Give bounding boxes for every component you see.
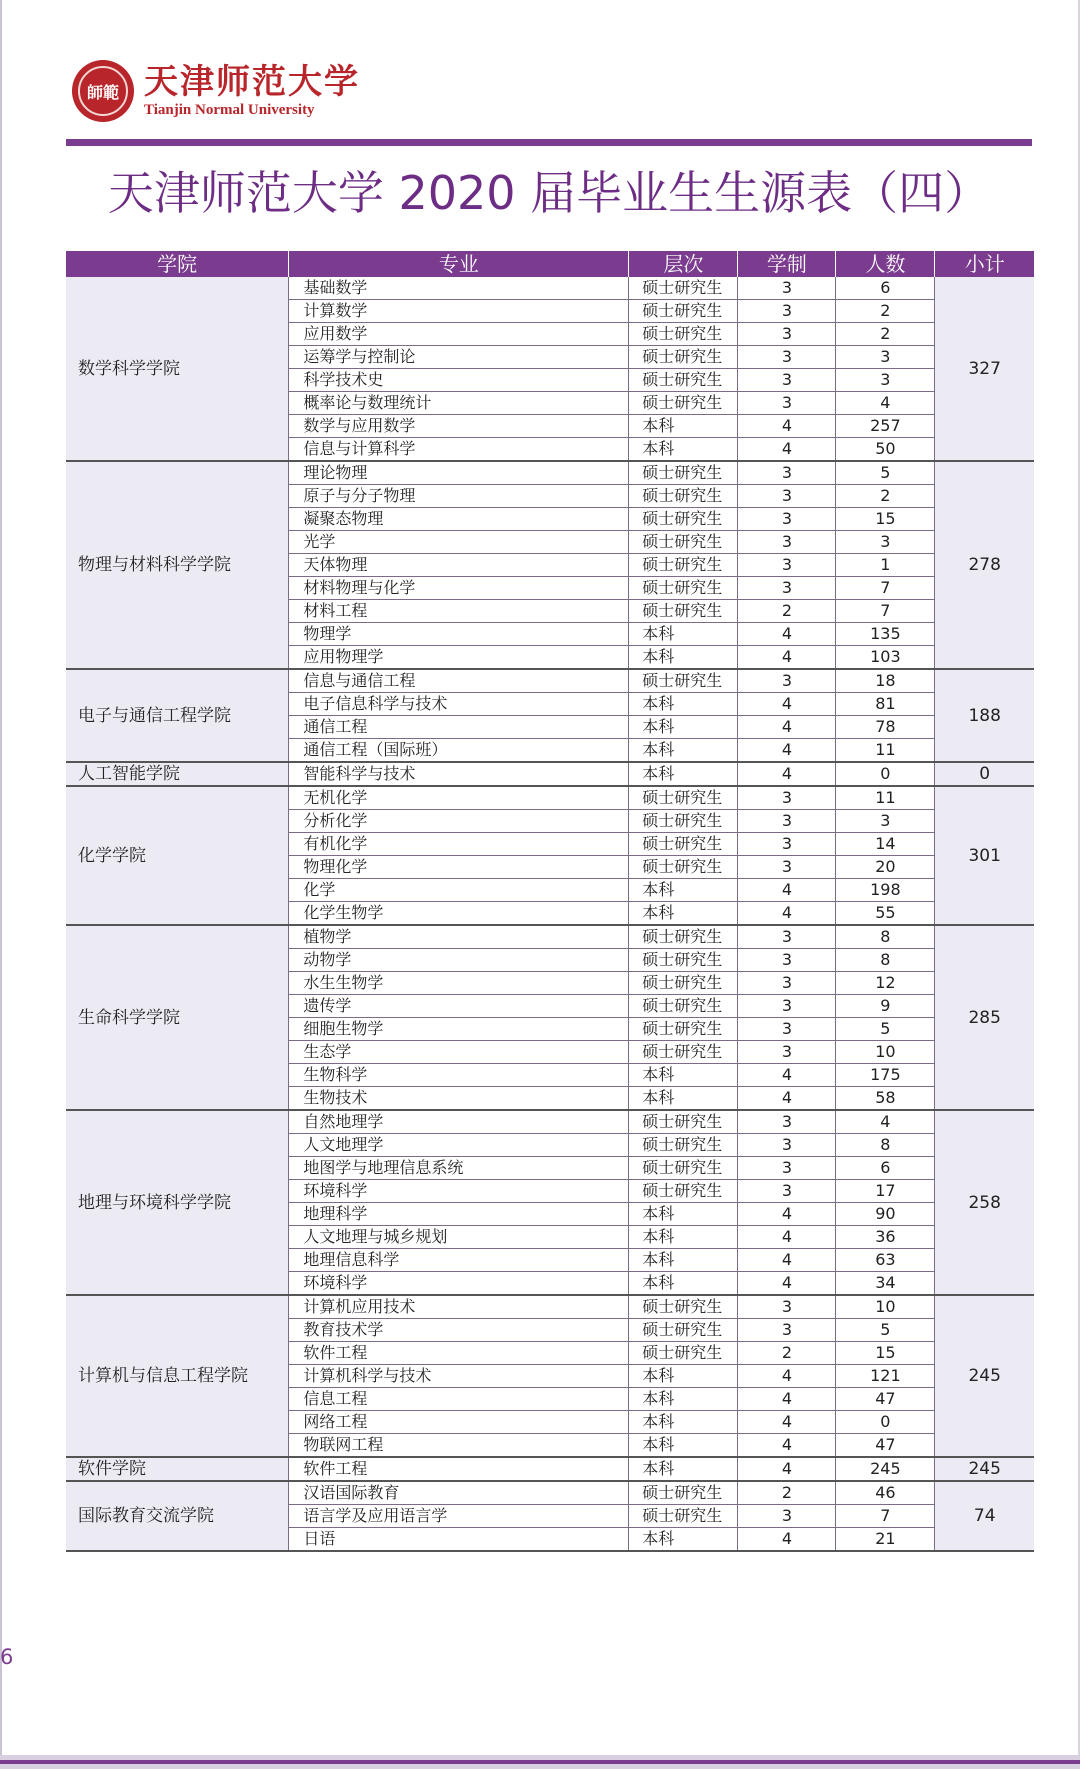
major-cell: 通信工程 [289,716,629,739]
level-cell: 本科 [629,1087,738,1111]
count-cell: 5 [836,461,935,485]
duration-cell: 3 [738,925,836,949]
major-cell: 遗传学 [289,995,629,1018]
count-cell: 3 [836,346,935,369]
count-cell: 4 [836,392,935,415]
major-cell: 地理科学 [289,1203,629,1226]
major-cell: 凝聚态物理 [289,508,629,531]
major-cell: 信息与通信工程 [289,669,629,693]
count-cell: 11 [836,786,935,810]
major-cell: 化学 [289,879,629,902]
level-cell: 硕士研究生 [629,1041,738,1064]
level-cell: 硕士研究生 [629,1342,738,1365]
major-cell: 环境科学 [289,1180,629,1203]
level-cell: 硕士研究生 [629,1157,738,1180]
major-cell: 汉语国际教育 [289,1481,629,1505]
major-cell: 计算机科学与技术 [289,1365,629,1388]
level-cell: 硕士研究生 [629,577,738,600]
level-cell: 硕士研究生 [629,925,738,949]
count-cell: 257 [836,415,935,438]
level-cell: 硕士研究生 [629,1481,738,1505]
major-cell: 信息工程 [289,1388,629,1411]
subtotal-cell: 301 [935,786,1034,925]
duration-cell: 3 [738,300,836,323]
college-cell: 国际教育交流学院 [66,1481,289,1551]
count-cell: 4 [836,1110,935,1134]
duration-cell: 3 [738,972,836,995]
major-cell: 光学 [289,531,629,554]
major-cell: 通信工程（国际班） [289,739,629,763]
major-cell: 生物技术 [289,1087,629,1111]
count-cell: 5 [836,1319,935,1342]
column-header-major: 专业 [289,251,629,277]
duration-cell: 3 [738,786,836,810]
count-cell: 245 [836,1457,935,1481]
level-cell: 本科 [629,902,738,926]
major-cell: 地理信息科学 [289,1249,629,1272]
duration-cell: 3 [738,1505,836,1528]
count-cell: 18 [836,669,935,693]
count-cell: 2 [836,300,935,323]
count-cell: 3 [836,810,935,833]
duration-cell: 4 [738,1434,836,1458]
count-cell: 11 [836,739,935,763]
duration-cell: 3 [738,1295,836,1319]
subtotal-cell: 245 [935,1295,1034,1457]
level-cell: 硕士研究生 [629,1018,738,1041]
subtotal-cell: 278 [935,461,1034,669]
level-cell: 硕士研究生 [629,810,738,833]
major-cell: 环境科学 [289,1272,629,1296]
count-cell: 10 [836,1295,935,1319]
major-cell: 细胞生物学 [289,1018,629,1041]
major-cell: 天体物理 [289,554,629,577]
duration-cell: 3 [738,461,836,485]
college-cell: 化学学院 [66,786,289,925]
duration-cell: 4 [738,646,836,670]
level-cell: 硕士研究生 [629,554,738,577]
count-cell: 7 [836,1505,935,1528]
duration-cell: 3 [738,1018,836,1041]
college-cell: 软件学院 [66,1457,289,1481]
duration-cell: 4 [738,1365,836,1388]
major-cell: 材料物理与化学 [289,577,629,600]
duration-cell: 2 [738,1481,836,1505]
major-cell: 动物学 [289,949,629,972]
table-row [66,461,1034,485]
level-cell: 本科 [629,879,738,902]
count-cell: 46 [836,1481,935,1505]
duration-cell: 3 [738,554,836,577]
table-row [66,1295,1034,1319]
level-cell: 硕士研究生 [629,786,738,810]
level-cell: 硕士研究生 [629,669,738,693]
duration-cell: 3 [738,833,836,856]
level-cell: 本科 [629,693,738,716]
duration-cell: 3 [738,810,836,833]
count-cell: 63 [836,1249,935,1272]
table-body [66,277,1034,1551]
level-cell: 硕士研究生 [629,1295,738,1319]
level-cell: 硕士研究生 [629,461,738,485]
count-cell: 20 [836,856,935,879]
major-cell: 应用物理学 [289,646,629,670]
major-cell: 物理学 [289,623,629,646]
level-cell: 本科 [629,438,738,462]
duration-cell: 4 [738,1272,836,1296]
duration-cell: 4 [738,716,836,739]
duration-cell: 4 [738,1249,836,1272]
major-cell: 原子与分子物理 [289,485,629,508]
level-cell: 硕士研究生 [629,949,738,972]
count-cell: 34 [836,1272,935,1296]
major-cell: 应用数学 [289,323,629,346]
table-row [66,762,1034,786]
duration-cell: 2 [738,600,836,623]
duration-cell: 4 [738,1087,836,1111]
major-cell: 日语 [289,1528,629,1552]
column-header-subtotal: 小计 [935,251,1034,277]
column-header-college: 学院 [66,251,289,277]
major-cell: 计算数学 [289,300,629,323]
major-cell: 基础数学 [289,277,629,300]
left-edge-rule [0,0,2,1769]
level-cell: 硕士研究生 [629,323,738,346]
count-cell: 3 [836,531,935,554]
count-cell: 0 [836,762,935,786]
page-number: 6 [0,1645,14,1669]
level-cell: 硕士研究生 [629,392,738,415]
count-cell: 3 [836,369,935,392]
duration-cell: 3 [738,369,836,392]
college-cell: 电子与通信工程学院 [66,669,289,762]
major-cell: 科学技术史 [289,369,629,392]
major-cell: 计算机应用技术 [289,1295,629,1319]
duration-cell: 4 [738,415,836,438]
subtotal-cell: 327 [935,277,1034,461]
duration-cell: 3 [738,1041,836,1064]
logo-name-en: Tianjin Normal University [144,102,315,118]
count-cell: 55 [836,902,935,926]
duration-cell: 3 [738,485,836,508]
major-cell: 运筹学与控制论 [289,346,629,369]
duration-cell: 3 [738,1180,836,1203]
duration-cell: 3 [738,1157,836,1180]
college-cell: 计算机与信息工程学院 [66,1295,289,1457]
level-cell: 本科 [629,1365,738,1388]
duration-cell: 4 [738,1203,836,1226]
count-cell: 50 [836,438,935,462]
level-cell: 本科 [629,1411,738,1434]
table-row [66,1481,1034,1505]
level-cell: 硕士研究生 [629,1319,738,1342]
major-cell: 软件工程 [289,1342,629,1365]
duration-cell: 3 [738,323,836,346]
duration-cell: 4 [738,438,836,462]
subtotal-cell: 245 [935,1457,1034,1481]
major-cell: 人文地理学 [289,1134,629,1157]
duration-cell: 3 [738,531,836,554]
page-title: 天津师范大学 2020 届毕业生生源表（四） [107,166,991,220]
count-cell: 1 [836,554,935,577]
count-cell: 58 [836,1087,935,1111]
count-cell: 103 [836,646,935,670]
level-cell: 硕士研究生 [629,277,738,300]
major-cell: 概率论与数理统计 [289,392,629,415]
major-cell: 分析化学 [289,810,629,833]
duration-cell: 3 [738,669,836,693]
table-header-row [66,251,1034,277]
major-cell: 物联网工程 [289,1434,629,1458]
level-cell: 硕士研究生 [629,995,738,1018]
count-cell: 7 [836,600,935,623]
duration-cell: 4 [738,1226,836,1249]
table-row [66,925,1034,949]
level-cell: 硕士研究生 [629,833,738,856]
major-cell: 智能科学与技术 [289,762,629,786]
count-cell: 36 [836,1226,935,1249]
duration-cell: 4 [738,879,836,902]
duration-cell: 4 [738,1388,836,1411]
count-cell: 78 [836,716,935,739]
graduate-source-table-container [66,251,1034,1552]
table-row [66,786,1034,810]
count-cell: 90 [836,1203,935,1226]
level-cell: 本科 [629,1064,738,1087]
level-cell: 硕士研究生 [629,508,738,531]
major-cell: 网络工程 [289,1411,629,1434]
level-cell: 硕士研究生 [629,1180,738,1203]
college-cell: 生命科学学院 [66,925,289,1110]
level-cell: 硕士研究生 [629,1110,738,1134]
level-cell: 硕士研究生 [629,1505,738,1528]
duration-cell: 3 [738,856,836,879]
level-cell: 本科 [629,1249,738,1272]
level-cell: 本科 [629,1203,738,1226]
table-row [66,669,1034,693]
subtotal-cell: 74 [935,1481,1034,1551]
major-cell: 植物学 [289,925,629,949]
duration-cell: 3 [738,346,836,369]
duration-cell: 3 [738,995,836,1018]
major-cell: 材料工程 [289,600,629,623]
major-cell: 水生生物学 [289,972,629,995]
subtotal-cell: 285 [935,925,1034,1110]
table-row [66,1457,1034,1481]
seal-text: 師範 [78,66,128,116]
subtotal-cell: 0 [935,762,1034,786]
count-cell: 175 [836,1064,935,1087]
level-cell: 本科 [629,762,738,786]
count-cell: 47 [836,1388,935,1411]
duration-cell: 4 [738,1064,836,1087]
duration-cell: 3 [738,1319,836,1342]
header-divider [66,139,1032,146]
count-cell: 12 [836,972,935,995]
count-cell: 2 [836,323,935,346]
count-cell: 17 [836,1180,935,1203]
major-cell: 数学与应用数学 [289,415,629,438]
major-cell: 信息与计算科学 [289,438,629,462]
level-cell: 硕士研究生 [629,485,738,508]
count-cell: 47 [836,1434,935,1458]
duration-cell: 4 [738,693,836,716]
count-cell: 5 [836,1018,935,1041]
duration-cell: 3 [738,277,836,300]
major-cell: 生物科学 [289,1064,629,1087]
level-cell: 硕士研究生 [629,531,738,554]
major-cell: 电子信息科学与技术 [289,693,629,716]
logo-name-cn: 天津师范大学 [144,62,360,102]
major-cell: 人文地理与城乡规划 [289,1226,629,1249]
count-cell: 6 [836,277,935,300]
count-cell: 14 [836,833,935,856]
level-cell: 本科 [629,646,738,670]
level-cell: 本科 [629,1226,738,1249]
level-cell: 硕士研究生 [629,972,738,995]
graduate-source-table [66,251,1034,1552]
count-cell: 21 [836,1528,935,1552]
count-cell: 135 [836,623,935,646]
major-cell: 物理化学 [289,856,629,879]
major-cell: 语言学及应用语言学 [289,1505,629,1528]
major-cell: 教育技术学 [289,1319,629,1342]
count-cell: 81 [836,693,935,716]
column-header-duration: 学制 [738,251,836,277]
table-row [66,277,1034,300]
count-cell: 198 [836,879,935,902]
count-cell: 121 [836,1365,935,1388]
count-cell: 8 [836,925,935,949]
level-cell: 本科 [629,716,738,739]
level-cell: 硕士研究生 [629,856,738,879]
college-cell: 人工智能学院 [66,762,289,786]
duration-cell: 3 [738,508,836,531]
count-cell: 10 [836,1041,935,1064]
count-cell: 8 [836,949,935,972]
count-cell: 7 [836,577,935,600]
count-cell: 15 [836,508,935,531]
column-header-count: 人数 [836,251,935,277]
major-cell: 自然地理学 [289,1110,629,1134]
major-cell: 无机化学 [289,786,629,810]
duration-cell: 3 [738,949,836,972]
count-cell: 2 [836,485,935,508]
duration-cell: 3 [738,577,836,600]
level-cell: 本科 [629,1528,738,1552]
count-cell: 15 [836,1342,935,1365]
count-cell: 6 [836,1157,935,1180]
duration-cell: 2 [738,1342,836,1365]
duration-cell: 4 [738,623,836,646]
university-seal-icon [72,60,134,122]
level-cell: 本科 [629,1457,738,1481]
table-row [66,1110,1034,1134]
count-cell: 8 [836,1134,935,1157]
duration-cell: 4 [738,762,836,786]
major-cell: 软件工程 [289,1457,629,1481]
level-cell: 硕士研究生 [629,300,738,323]
level-cell: 硕士研究生 [629,346,738,369]
duration-cell: 3 [738,1134,836,1157]
level-cell: 本科 [629,1272,738,1296]
duration-cell: 4 [738,1457,836,1481]
level-cell: 硕士研究生 [629,1134,738,1157]
footer-line [0,1760,1080,1764]
level-cell: 本科 [629,623,738,646]
level-cell: 硕士研究生 [629,369,738,392]
count-cell: 0 [836,1411,935,1434]
level-cell: 硕士研究生 [629,600,738,623]
college-cell: 地理与环境科学学院 [66,1110,289,1295]
duration-cell: 4 [738,1411,836,1434]
level-cell: 本科 [629,415,738,438]
duration-cell: 4 [738,1528,836,1552]
major-cell: 理论物理 [289,461,629,485]
major-cell: 化学生物学 [289,902,629,926]
duration-cell: 3 [738,392,836,415]
count-cell: 9 [836,995,935,1018]
level-cell: 本科 [629,739,738,763]
college-cell: 数学科学学院 [66,277,289,461]
subtotal-cell: 258 [935,1110,1034,1295]
college-cell: 物理与材料科学学院 [66,461,289,669]
major-cell: 有机化学 [289,833,629,856]
duration-cell: 3 [738,1110,836,1134]
major-cell: 生态学 [289,1041,629,1064]
level-cell: 本科 [629,1388,738,1411]
duration-cell: 4 [738,739,836,763]
university-logo [72,56,360,126]
level-cell: 本科 [629,1434,738,1458]
column-header-level: 层次 [629,251,738,277]
major-cell: 地图学与地理信息系统 [289,1157,629,1180]
logo-wordmark [144,63,360,119]
duration-cell: 4 [738,902,836,926]
subtotal-cell: 188 [935,669,1034,762]
